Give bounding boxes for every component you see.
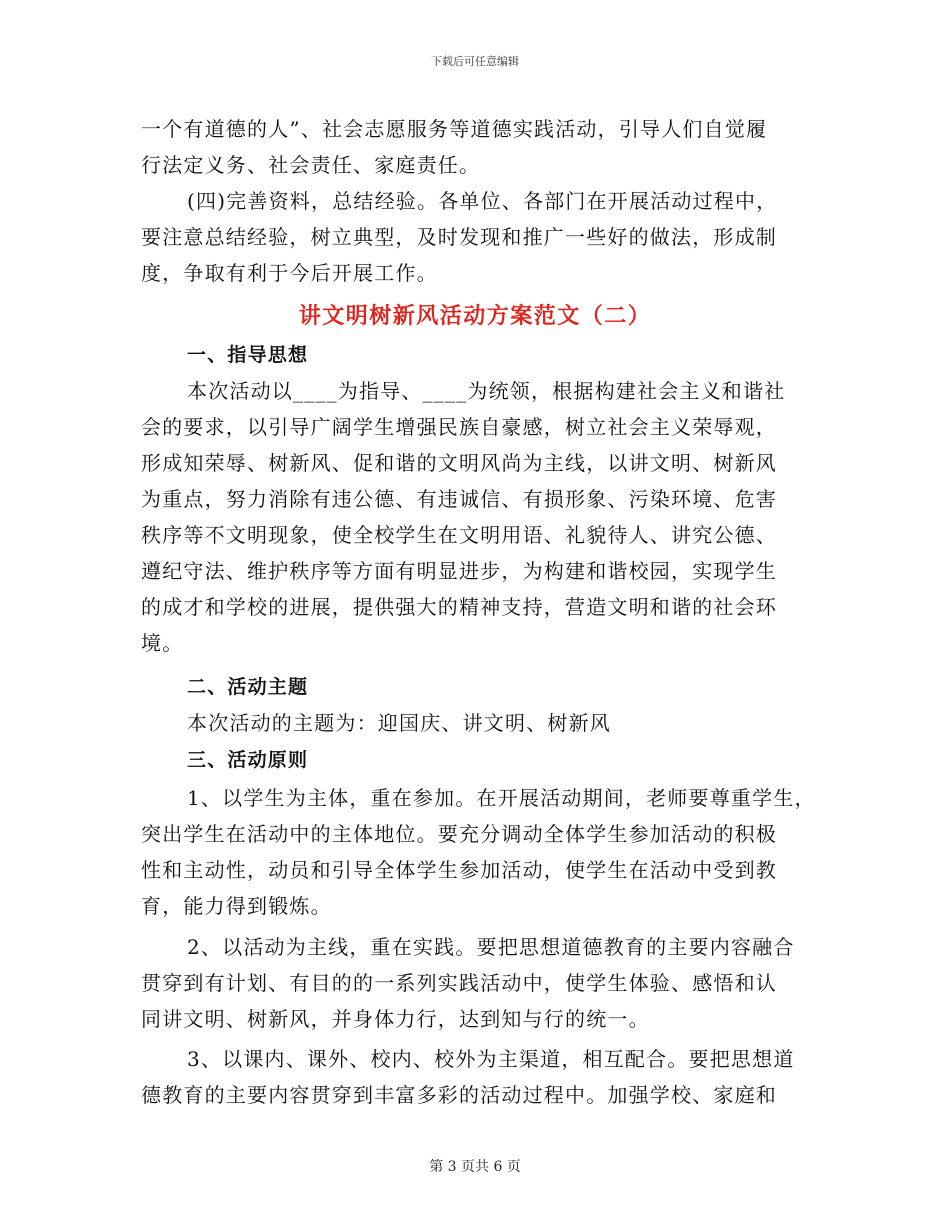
section-title: 讲文明树新风活动方案范文（二） [298, 304, 652, 329]
body-line: 要注意总结经验，树立典型，及时发现和推广一些好的做法，形成制 [141, 225, 777, 249]
page-header: 下载后可任意编辑 [431, 55, 519, 68]
body-line: 度，争取有利于今后开展工作。 [141, 261, 438, 285]
body-line: 德教育的主要内容贯穿到丰富多彩的活动过程中。加强学校、家庭和 [141, 1083, 777, 1107]
body-line: 境。 [141, 631, 184, 655]
body-line: 突出学生在活动中的主体地位。要充分调动全体学生参加活动的积极 [141, 822, 777, 846]
body-line: 同讲文明、树新风，并身体力行，达到知与行的统一。 [141, 1007, 650, 1031]
body-line: 2、以活动为主线，重在实践。要把思想道德教育的主要内容融合 [187, 935, 795, 959]
section-heading: 三、活动原则 [187, 749, 309, 771]
body-line: 本次活动的主题为：迎国庆、讲文明、树新风 [187, 711, 611, 735]
body-line: 3、以课内、课外、校内、校外为主渠道，相互配合。要把思想道 [187, 1047, 795, 1071]
body-line: (四)完善资料，总结经验。各单位、各部门在开展活动过程中， [187, 189, 778, 213]
body-line: 性和主动性，动员和引导全体学生参加活动，使学生在活动中受到教 [141, 858, 777, 882]
body-line: 育，能力得到锻炼。 [141, 894, 332, 918]
body-line: 为重点，努力消除有违公德、有违诚信、有损形象、污染环境、危害 [141, 487, 777, 511]
body-line: 形成知荣辱、树新风、促和谐的文明风尚为主线，以讲文明、树新风 [141, 451, 777, 475]
body-line: 遵纪守法、维护秩序等方面有明显进步，为构建和谐校园，实现学生 [141, 559, 777, 583]
body-line: 本次活动以____为指导、____为统领，根据构建社会主义和谐社 [187, 379, 786, 403]
section-heading: 一、指导思想 [187, 344, 309, 366]
page-footer: 第 3 页共 6 页 [429, 1159, 521, 1175]
body-line: 会的要求，以引导广阔学生增强民族自豪感，树立社会主义荣辱观， [141, 415, 777, 439]
body-line: 一个有道德的人”、社会志愿服务等道德实践活动，引导人们自觉履 [141, 117, 768, 141]
body-line: 秩序等不文明现象，使全校学生在文明用语、礼貌待人、讲究公德、 [141, 523, 777, 547]
section-heading: 二、活动主题 [187, 676, 309, 698]
body-line: 行法定义务、社会责任、家庭责任。 [141, 153, 481, 177]
body-line: 1、以学生为主体，重在参加。在开展活动期间，老师要尊重学生， [187, 786, 816, 810]
body-line: 贯穿到有计划、有目的的一系列实践活动中，使学生体验、感悟和认 [141, 971, 777, 995]
body-line: 的成才和学校的进展，提供强大的精神支持，营造文明和谐的社会环 [141, 595, 777, 619]
